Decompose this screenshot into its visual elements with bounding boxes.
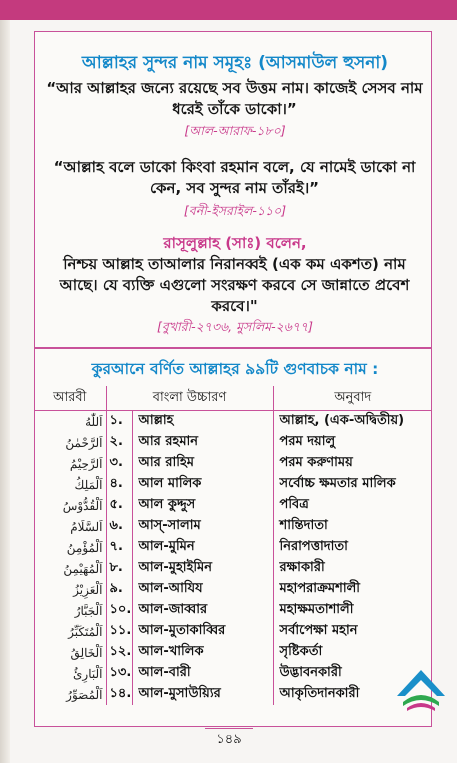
translation: মহাক্ষমতাশালী: [279, 602, 354, 617]
table-row: [34, 432, 432, 453]
section-divider: [34, 347, 432, 349]
name-number: ১.: [106, 411, 132, 433]
arabic-name: اَلْعَزِيْزُ: [34, 579, 106, 600]
name-number: ১০.: [106, 600, 132, 621]
bangla-pronunciation: আল্লাহ: [132, 411, 273, 433]
translation: শান্তিদাতা: [279, 518, 328, 533]
arabic-name: اَلسَّلَامُ: [34, 516, 106, 537]
table-row: [34, 600, 432, 621]
arabic-name: اَلْمُؤْمِنُ: [34, 537, 106, 558]
arabic-name: اَلرَّحِيْمُ: [34, 453, 106, 474]
bangla-pronunciation: আস্-সালাম: [132, 516, 273, 537]
name-number: ৬.: [106, 516, 132, 537]
name-number: ৫.: [106, 495, 132, 516]
page-number: ১৪৯: [205, 728, 253, 751]
table-row: [34, 537, 432, 558]
page-title: আল্লাহর সুন্দর নাম সমূহঃ (আসমাউল হুসনা): [81, 53, 389, 73]
bangla-pronunciation: আল-খালিক: [132, 642, 273, 663]
arabic-name: اَلرَّحْمٰنُ: [34, 432, 106, 453]
bangla-pronunciation: আল-বারী: [132, 663, 273, 684]
name-number: ৭.: [106, 537, 132, 558]
table-row: [34, 558, 432, 579]
table-row: [34, 663, 432, 684]
translation: আকৃতিদানকারী: [279, 686, 360, 701]
arabic-name: اَللّٰهُ: [34, 411, 106, 433]
publisher-logo-icon: [393, 662, 449, 712]
table-row: [34, 684, 432, 705]
name-number: ১৩.: [106, 663, 132, 684]
name-number: ২.: [106, 432, 132, 453]
table-row: [34, 579, 432, 600]
reference-1: [আল-আরাফ-১৮০]: [184, 123, 286, 138]
name-number: ১১.: [106, 621, 132, 642]
bangla-pronunciation: আল-মুসাউয়্যির: [132, 684, 273, 705]
bangla-pronunciation: আল মালিক: [132, 474, 273, 495]
rasul-heading: রাসূলুল্লাহ (সাঃ) বলেন,: [163, 234, 307, 252]
quote-1: “আর আল্লাহর জন্যে রয়েছে সব উত্তম নাম। কাজেই সেসব নাম ধরেই তাঁকে ডাকো।”: [46, 79, 423, 118]
bangla-pronunciation: আল-আযিয: [132, 579, 273, 600]
quote-2: “আল্লাহ বলে ডাকো কিংবা রহমান বলে, যে নামেই ডাকো না কেন, সব সুন্দর নাম তাঁরই।”: [53, 158, 416, 197]
translation: আল্লাহ, (এক-অদ্বিতীয়): [279, 413, 405, 428]
table-row: [34, 642, 432, 663]
bangla-pronunciation: আর রহমান: [132, 432, 273, 453]
name-number: ১৪.: [106, 684, 132, 705]
arabic-name: اَلْمُصَوِّرُ: [34, 684, 106, 705]
translation: নিরাপত্তাদাতা: [279, 539, 348, 554]
translation: মহাপরাক্রমশালী: [279, 581, 361, 596]
hadith-text: নিশ্চয় আল্লাহ তাআলার নিরানব্বই (এক কম একশত) নাম আছে। যে ব্যক্তি এগুলো সংরক্ষণ করবে সে জান্নাতে প্রবেশ করবে।": [59, 255, 410, 315]
translation: পবিত্র: [279, 497, 309, 512]
name-number: ১২.: [106, 642, 132, 663]
table-row: [34, 474, 432, 495]
section-title: কুরআনে বর্ণিত আল্লাহর ৯৯টি গুণবাচক নাম :: [91, 360, 379, 378]
table-row: [34, 453, 432, 474]
names-table: [34, 386, 432, 705]
table-row: [34, 621, 432, 642]
header-arabic: আরবী: [34, 386, 106, 411]
bangla-pronunciation: আল-মুতাকাব্বির: [132, 621, 273, 642]
translation: সৃষ্টিকর্তা: [279, 644, 323, 659]
bangla-pronunciation: আল-মুমিন: [132, 537, 273, 558]
top-color-band: [0, 0, 457, 20]
arabic-name: اَلْخَالِقُ: [34, 642, 106, 663]
table-row: [34, 495, 432, 516]
bangla-pronunciation: আর রাহিম: [132, 453, 273, 474]
bangla-pronunciation: আল-জাব্বার: [132, 600, 273, 621]
arabic-name: اَلْجَبَّارُ: [34, 600, 106, 621]
arabic-name: اَلْقُدُّوْسُ: [34, 495, 106, 516]
bangla-pronunciation: আল কুদ্দুস: [132, 495, 273, 516]
translation: উদ্ভাবনকারী: [279, 665, 342, 680]
arabic-name: اَلْمَلِكُ: [34, 474, 106, 495]
translation: পরম দয়ালু: [279, 434, 336, 449]
table-header-row: [34, 386, 432, 411]
reference-3: [বুখারী-২৭৩৬, মুসলিম-২৬৭৭]: [156, 319, 313, 334]
reference-2: [বনী-ইসরাইল-১১০]: [183, 203, 287, 218]
table-row: [34, 411, 432, 433]
translation: পরম করুণাময়: [279, 455, 353, 470]
name-number: ৮.: [106, 558, 132, 579]
translation: সর্বোচ্চ ক্ষমতার মালিক: [279, 476, 396, 491]
arabic-name: اَلْبَارِئُ: [34, 663, 106, 684]
bangla-pronunciation: আল-মুহাইমিন: [132, 558, 273, 579]
page-binding-shadow: [0, 0, 10, 763]
arabic-name: اَلْمُتَكَبِّرُ: [34, 621, 106, 642]
name-number: ৪.: [106, 474, 132, 495]
name-number: ৩.: [106, 453, 132, 474]
translation: সর্বাপেক্ষা মহান: [279, 623, 358, 638]
header-bangla: বাংলা উচ্চারণ: [106, 386, 273, 411]
name-number: ৯.: [106, 579, 132, 600]
table-row: [34, 516, 432, 537]
header-translation: অনুবাদ: [273, 386, 432, 411]
translation: রক্ষাকারী: [279, 560, 325, 575]
arabic-name: اَلْمُهَيْمِنُ: [34, 558, 106, 579]
